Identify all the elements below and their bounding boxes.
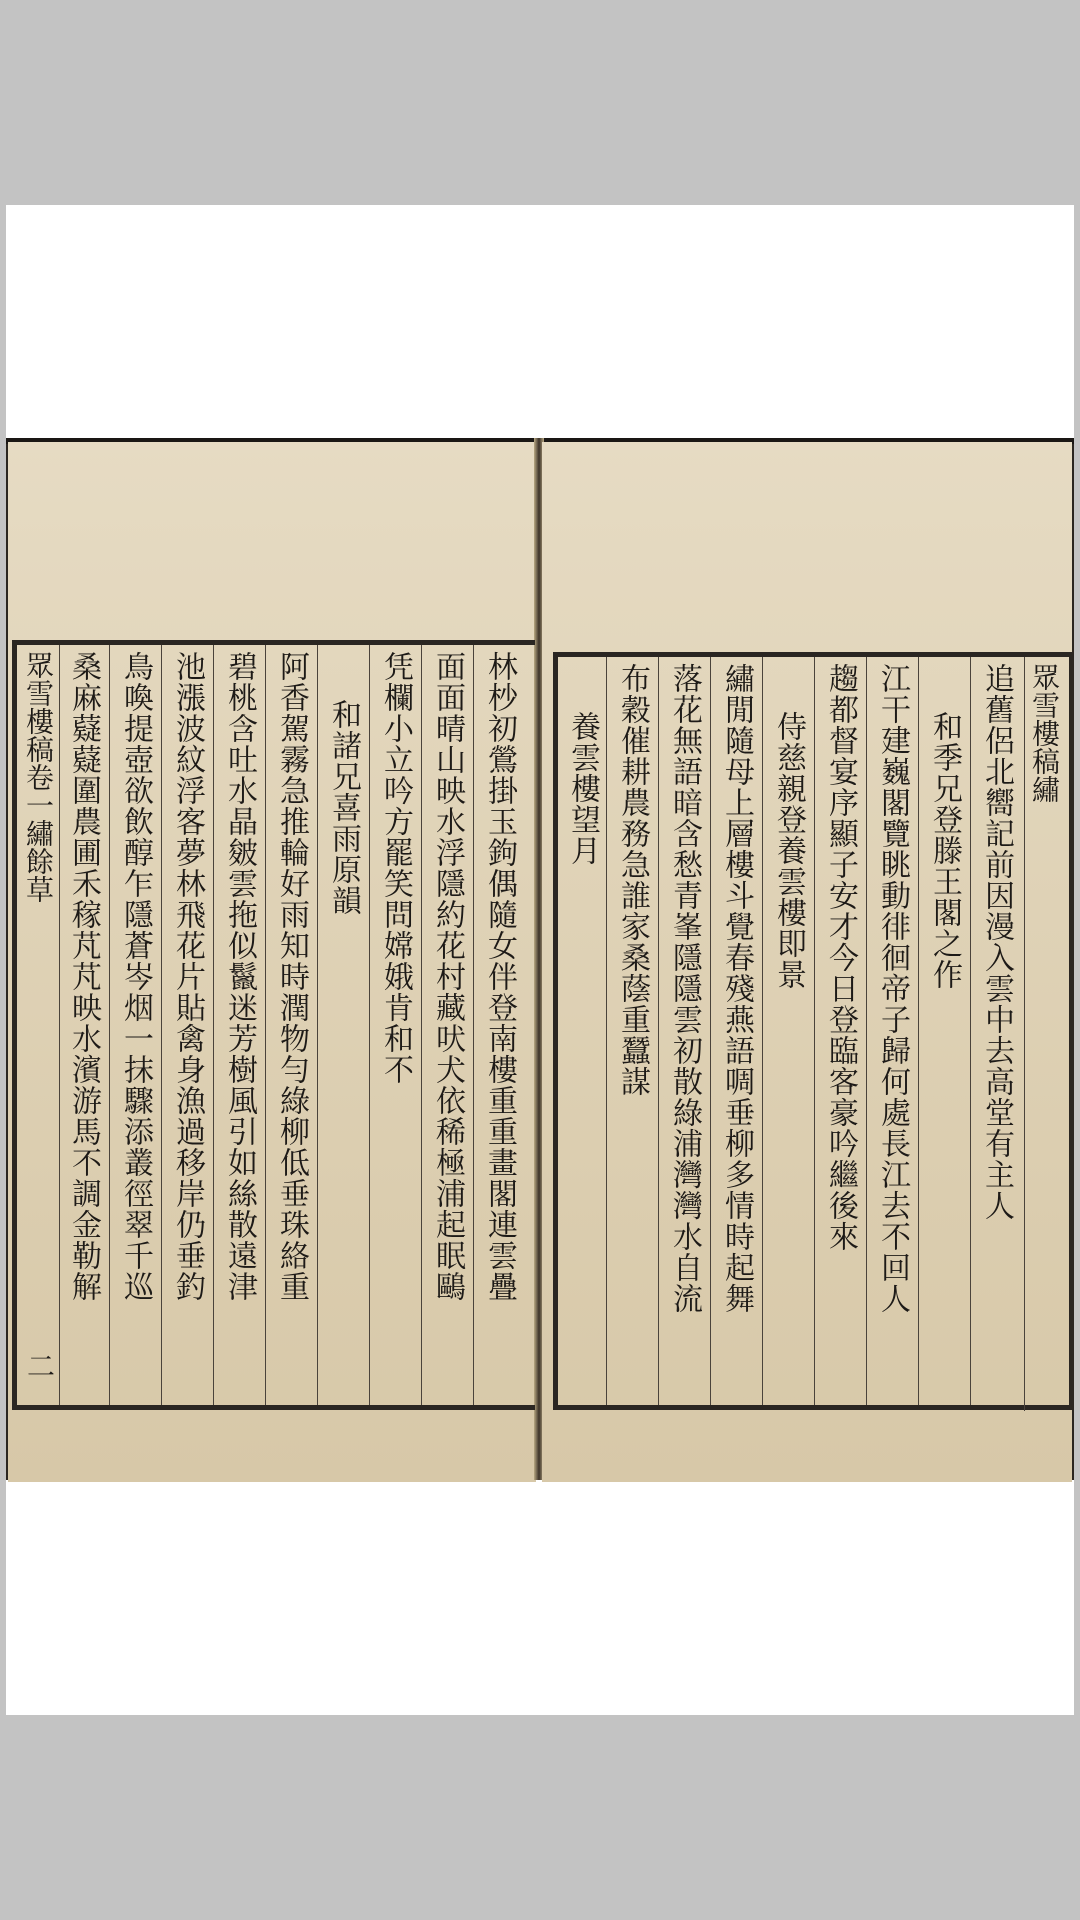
left-column-8: 鳥喚提壺欲飲醇乍隱蒼岑烟一抹驟添叢徑翠千巡 — [118, 651, 153, 1302]
margin-title: 眾雪樓稿 — [1028, 663, 1061, 775]
column-rule — [710, 657, 711, 1405]
left-column-3: 凭欄小立吟方罷笑問嫦娥肯和不 — [378, 651, 413, 1085]
column-rule — [161, 645, 162, 1405]
left-column-7: 池漲波紋浮客夢林飛花片貼禽身漁過移岸仍垂釣 — [170, 651, 205, 1302]
column-rule — [866, 657, 867, 1405]
column-rule — [814, 657, 815, 1405]
right-column-8: 布穀催耕農務急誰家桑蔭重蠶謀 — [615, 663, 650, 1097]
right-text-block — [553, 652, 1074, 1410]
left-column-5: 阿香駕霧急推輪好雨知時潤物勻綠柳低垂珠絡重 — [274, 651, 309, 1302]
column-rule — [762, 657, 763, 1405]
left-margin-strip — [19, 645, 57, 1411]
right-column-6: 繡閒隨母上層樓斗覺春殘燕語啁垂柳多情時起舞 — [719, 663, 754, 1314]
column-rule — [265, 645, 266, 1405]
right-column-4: 趨都督宴序顯子安才今日登臨客豪吟繼後來 — [823, 663, 858, 1252]
column-rule — [606, 657, 607, 1405]
margin-title: 眾雪樓稿 — [22, 651, 55, 763]
left-column-9: 桑麻薿薿圍農圃禾稼芃芃映水濱游馬不調金勒解 — [66, 651, 101, 1302]
right-poem-title-3: 養雲樓望月 — [565, 711, 600, 866]
page-number: 二 — [27, 1350, 56, 1383]
margin-volume: 卷一 — [22, 763, 55, 819]
column-rule — [473, 645, 474, 1405]
margin-section: 繡餘草 — [22, 819, 55, 903]
column-rule — [970, 657, 971, 1405]
left-text-block — [12, 640, 535, 1410]
right-column-3: 江干建巍閣覽眺動徘徊帝子歸何處長江去不回人 — [875, 663, 910, 1314]
right-column-7: 落花無語暗含愁青峯隱隱雲初散綠浦灣灣水自流 — [667, 663, 702, 1314]
column-rule — [369, 645, 370, 1405]
column-rule — [317, 645, 318, 1405]
column-rule — [59, 645, 60, 1405]
right-column-1: 追舊侶北嚮記前因漫入雲中去高堂有主人 — [979, 663, 1014, 1221]
right-margin-strip — [1024, 657, 1063, 1411]
left-column-6: 碧桃含吐水晶皴雲拖似鬣迷芳樹風引如絲散遠津 — [222, 651, 257, 1302]
left-column-1: 林杪初鶯掛玉鉤偶隨女伴登南樓重重畫閣連雲疊 — [482, 651, 517, 1302]
column-rule — [658, 657, 659, 1405]
column-rule — [421, 645, 422, 1405]
left-poem-title: 和諸兄喜雨原韻 — [326, 699, 361, 916]
column-rule — [213, 645, 214, 1405]
column-rule — [109, 645, 110, 1405]
right-poem-title-1: 和季兄登滕王閣之作 — [927, 711, 962, 990]
column-rule — [918, 657, 919, 1405]
margin-section: 繡 — [1028, 775, 1061, 803]
right-poem-title-2: 侍慈親登養雲樓即景 — [771, 711, 806, 990]
left-column-2: 面面晴山映水浮隱約花村藏吠犬依稀極浦起眠鷗 — [430, 651, 465, 1302]
